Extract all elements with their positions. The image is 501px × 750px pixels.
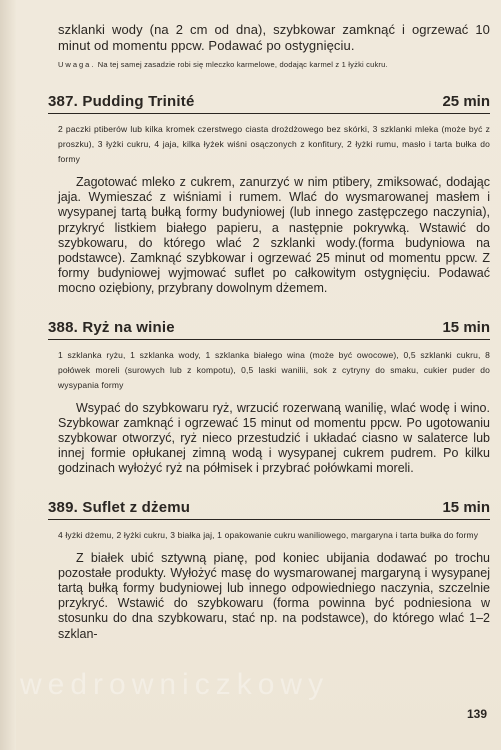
- continued-text: szklanki wody (na 2 cm od dna), szybkowar zamknąć i ogrzewać 10 minut od momentu ppcw. Podawać po ostygnięciu.: [58, 22, 490, 53]
- recipe-387: [48, 93, 490, 297]
- note-label: Uwaga.: [58, 60, 96, 69]
- recipe-method: Z białek ubić sztywną pianę, pod koniec ubijania dodawać po trochu pozostałe produkty. Wyłożyć masę do wysmarowanej margaryną i wysypanej tartą bułką formy budyniowej lub innego odpowiedniego naczynia, szczelnie przykryć. Wstawić do szybkowaru (forma powinna być podniesiona w stosunku do dna szybkowaru, stać np. na podstawce), do którego wlać 1–2 szklan-: [58, 550, 490, 641]
- recipe-time: 25 min: [442, 93, 490, 110]
- note: [58, 59, 490, 71]
- recipe-header: [48, 93, 490, 114]
- recipe-time: 15 min: [442, 318, 490, 336]
- recipe-388: [48, 318, 490, 477]
- recipe-time: 15 min: [442, 498, 490, 516]
- recipe-title: 388. Ryż na winie: [48, 318, 175, 336]
- note-text: Na tej samej zasadzie robi się mleczko karmelowe, dodając karmel z 1 łyżki cukru.: [97, 60, 388, 69]
- recipe-header: [48, 499, 490, 520]
- page-margin: [0, 0, 16, 750]
- watermark: wedrowniczkowy: [20, 668, 330, 701]
- recipe-method: Wsypać do szybkowaru ryż, wrzucić rozerwaną wanilię, wlać wodę i wino. Szybkowar zamknąć i ogrzewać 15 minut od momentu ppcw. Po ugotowaniu szybkowar otworzyć, ryż nieco przestudzić i układać ciasno w salaterce lub innej formie opłukanej zimną wodą i wysypanej cukrem pudrem. Po kilku godzinach wyłożyć ryż na półmisek i przybrać połówkami moreli.: [58, 400, 490, 476]
- page-number: 139: [466, 707, 487, 721]
- page-content: [48, 22, 490, 642]
- recipe-ingredients: 1 szklanka ryżu, 1 szklanka wody, 1 szklanka białego wina (może być owocowe), 0,5 szklanki cukru, 8 połówek moreli (surowych lub z kompotu), 0,5 laski wanilii, sok z cytryny do smaku, cukier puder do wysypania formy: [58, 349, 490, 390]
- recipe-header: [48, 319, 490, 340]
- recipe-389: [48, 498, 490, 642]
- recipe-ingredients: 2 paczki ptiberów lub kilka kromek czerstwego ciasta drożdżowego bez skórki, 3 szklanki mleka (może być z proszku), 3 łyżki cukru, 4 jaja, kilka łyżek wiśni osączonych z konfitury, 2 łyżki rumu, masło i tarta bułka do formy: [58, 124, 490, 164]
- recipe-title: 389. Suflet z dżemu: [48, 498, 191, 516]
- recipe-title: 387. Pudding Trinité: [48, 93, 195, 110]
- recipe-method: Zagotować mleko z cukrem, zanurzyć w nim ptibery, zmiksować, dodając jaja. Wymieszać z wiśniami i rumem. Wlać do wysmarowanej masłem i wysypanej tartą bułką formy budyniowej (lub innego zastępczego naczynia), przykryć listkiem białego papieru, a następnie pokrywką. Wstawić do szybkowaru, do którego wlać 2 szklanki wody.(forma budyniowa na podstawce). Zamknąć szybkowar i ogrzewać 25 minut od momentu ppcw. Z formy budyniowej wyjmować suflet po całkowitym ostygnięciu. Podawać mocno oziębiony, przybrany dowolnym dżemem.: [58, 175, 490, 296]
- recipe-ingredients: 4 łyżki dżemu, 2 łyżki cukru, 3 białka jaj, 1 opakowanie cukru waniliowego, margaryna i tarta bułka do formy: [58, 529, 479, 540]
